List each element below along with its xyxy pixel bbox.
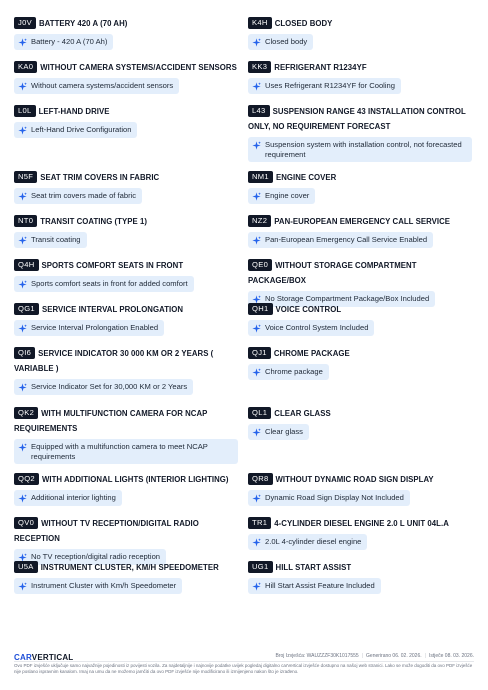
equipment-heading — [248, 516, 476, 531]
equipment-item — [248, 472, 476, 508]
equipment-heading — [14, 16, 242, 31]
option-description-chip — [248, 137, 472, 162]
equipment-heading — [14, 60, 242, 75]
equipment-heading — [14, 170, 242, 185]
option-title: VOICE CONTROL — [275, 305, 342, 314]
option-description-chip — [248, 578, 381, 594]
equipment-item — [14, 214, 242, 250]
equipment-heading — [14, 104, 242, 119]
report-meta: Broj Izvješća: WAUZZZF30K1017555 | Generirano 06. 02. 2026. | Istječe 08. 03. 2026. — [275, 653, 474, 659]
sparkle-icon — [252, 538, 261, 547]
option-description: Equipped with a multifunction camera to meet NCAP requirements — [31, 442, 208, 461]
option-code-badge: J0V — [14, 17, 36, 29]
option-description: No TV reception/digital radio reception — [31, 552, 161, 561]
sparkle-icon — [18, 383, 27, 392]
option-title: WITH ADDITIONAL LIGHTS (INTERIOR LIGHTING) — [41, 475, 229, 484]
option-title: WITHOUT DYNAMIC ROAD SIGN DISPLAY — [275, 475, 434, 484]
option-description-chip — [14, 490, 122, 506]
option-description: Service Interval Prolongation Enabled — [31, 323, 159, 332]
option-title: SPORTS COMFORT SEATS IN FRONT — [41, 261, 184, 270]
option-code-badge: NZ2 — [248, 215, 271, 227]
equipment-heading — [14, 346, 242, 376]
equipment-item — [248, 60, 476, 96]
option-description-chip — [248, 320, 374, 336]
option-code-badge: QR8 — [248, 473, 273, 485]
option-description-chip — [248, 424, 309, 440]
option-description: Dynamic Road Sign Display Not Included — [265, 493, 404, 502]
sparkle-icon — [18, 38, 27, 47]
option-description-chip — [14, 78, 179, 94]
equipment-heading — [248, 60, 476, 75]
option-description: Seat trim covers made of fabric — [31, 191, 137, 200]
option-title: WITHOUT TV RECEPTION/DIGITAL RADIO RECEPTION — [14, 519, 199, 543]
footer-divider — [14, 661, 474, 662]
sparkle-icon — [18, 582, 27, 591]
option-code-badge: N5F — [14, 171, 37, 183]
option-description-chip — [248, 364, 329, 380]
sparkle-icon — [252, 141, 261, 150]
equipment-item — [248, 406, 476, 442]
sparkle-icon — [18, 443, 27, 452]
equipment-item — [14, 16, 242, 52]
option-description-chip — [14, 379, 193, 395]
equipment-item — [14, 516, 242, 567]
option-title: REFRIGERANT R1234YF — [274, 63, 367, 72]
option-code-badge: QG1 — [14, 303, 39, 315]
sparkle-icon — [252, 324, 261, 333]
option-description: Chrome package — [265, 367, 323, 376]
option-code-badge: Q4H — [14, 259, 39, 271]
option-code-badge: QV0 — [14, 517, 38, 529]
sparkle-icon — [18, 494, 27, 503]
option-code-badge: KA0 — [14, 61, 37, 73]
equipment-item — [14, 406, 242, 464]
option-description: Instrument Cluster with Km/h Speedometer — [31, 581, 177, 590]
option-code-badge: NT0 — [14, 215, 37, 227]
equipment-item — [14, 346, 242, 397]
option-title: WITH MULTIFUNCTION CAMERA FOR NCAP REQUIREMENTS — [14, 409, 208, 433]
equipment-heading — [14, 406, 242, 436]
option-description: Battery - 420 A (70 Ah) — [31, 37, 108, 46]
sparkle-icon — [252, 192, 261, 201]
sparkle-icon — [252, 82, 261, 91]
equipment-heading — [248, 258, 476, 288]
equipment-item — [248, 104, 476, 162]
option-code-badge: U5A — [14, 561, 38, 573]
equipment-heading — [248, 16, 476, 31]
option-title: INSTRUMENT CLUSTER, KM/H SPEEDOMETER — [40, 563, 219, 572]
equipment-item — [248, 170, 476, 206]
equipment-item — [248, 560, 476, 596]
equipment-heading — [248, 302, 476, 317]
sparkle-icon — [18, 192, 27, 201]
option-title: SERVICE INDICATOR 30 000 KM OR 2 YEARS ( VARIABLE ) — [14, 349, 214, 373]
equipment-heading — [248, 406, 476, 421]
option-title: SEAT TRIM COVERS IN FABRIC — [40, 173, 160, 182]
option-description-chip — [248, 78, 401, 94]
option-title: BATTERY 420 A (70 AH) — [39, 19, 128, 28]
option-description: Suspension system with installation control, not forecasted requirement — [265, 140, 462, 159]
option-description-chip — [248, 534, 367, 550]
footer-disclaimer: Ovo PDF izvješće uključuje samo najvažnije pojedinosti iz povijesti vozila. Za najdetaljnije i najnovije podatke uvijek pogledaj digitalno carVertical izvješće dostupno na našoj web stranici. Lako se može dogoditi da ovo PDF izvješće nije poslano ispravnim kanalom. Imaj na umu da ne možemo jamčiti da ovo PDF izvješće nije modificirano ili izmijenjeno nakon što je izrađeno. — [14, 663, 473, 675]
sparkle-icon — [18, 280, 27, 289]
option-code-badge: QL1 — [248, 407, 271, 419]
option-title: WITHOUT STORAGE COMPARTMENT PACKAGE/BOX — [248, 261, 417, 285]
option-description-chip — [14, 276, 194, 292]
equipment-heading — [14, 258, 242, 273]
equipment-heading — [248, 104, 476, 134]
equipment-item — [14, 60, 242, 96]
option-description: Pan-European Emergency Call Service Enabled — [265, 235, 428, 244]
option-title: WITHOUT CAMERA SYSTEMS/ACCIDENT SENSORS — [40, 63, 237, 72]
option-description: Without camera systems/accident sensors — [31, 81, 174, 90]
sparkle-icon — [252, 368, 261, 377]
option-code-badge: QE0 — [248, 259, 272, 271]
option-title: TRANSIT COATING (TYPE 1) — [40, 217, 147, 226]
generated-date: Generirano 06. 02. 2026. — [366, 653, 422, 659]
option-description: Voice Control System Included — [265, 323, 369, 332]
sparkle-icon — [252, 428, 261, 437]
option-description: Clear glass — [265, 427, 303, 436]
option-title: PAN-EUROPEAN EMERGENCY CALL SERVICE — [274, 217, 451, 226]
sparkle-icon — [18, 82, 27, 91]
option-title: CHROME PACKAGE — [273, 349, 350, 358]
equipment-item — [248, 258, 476, 309]
equipment-item — [248, 16, 476, 52]
option-description: Closed body — [265, 37, 308, 46]
equipment-heading — [248, 472, 476, 487]
equipment-item — [248, 346, 476, 382]
equipment-item — [14, 104, 242, 140]
report-number: Broj Izvješća: WAUZZZF30K1017555 — [275, 653, 359, 659]
equipment-item — [248, 302, 476, 338]
option-code-badge: QI6 — [14, 347, 35, 359]
equipment-heading — [248, 170, 476, 185]
carvertical-logo: CARVERTICAL — [14, 653, 74, 662]
option-description-chip — [14, 188, 142, 204]
option-description-chip — [14, 439, 238, 464]
option-description: Left-Hand Drive Configuration — [31, 125, 132, 134]
option-code-badge: TR1 — [248, 517, 271, 529]
sparkle-icon — [252, 236, 261, 245]
option-description-chip — [248, 188, 315, 204]
option-description: Uses Refrigerant R1234YF for Cooling — [265, 81, 395, 90]
option-code-badge: QK2 — [14, 407, 38, 419]
sparkle-icon — [252, 38, 261, 47]
option-title: LEFT-HAND DRIVE — [38, 107, 110, 116]
equipment-heading — [248, 214, 476, 229]
option-code-badge: NM1 — [248, 171, 273, 183]
option-description: 2.0L 4-cylinder diesel engine — [265, 537, 362, 546]
option-description-chip — [14, 34, 113, 50]
option-code-badge: K4H — [248, 17, 272, 29]
sparkle-icon — [252, 582, 261, 591]
option-title: HILL START ASSIST — [275, 563, 352, 572]
option-description-chip — [248, 232, 433, 248]
equipment-heading — [14, 214, 242, 229]
option-description: Transit coating — [31, 235, 81, 244]
equipment-item — [14, 472, 242, 508]
equipment-heading — [14, 472, 242, 487]
option-code-badge: UG1 — [248, 561, 273, 573]
option-code-badge: L0L — [14, 105, 36, 117]
equipment-heading — [248, 560, 476, 575]
option-title: CLEAR GLASS — [274, 409, 331, 418]
equipment-heading — [14, 560, 242, 575]
sparkle-icon — [18, 236, 27, 245]
option-description: Service Indicator Set for 30,000 KM or 2 Years — [31, 382, 188, 391]
sparkle-icon — [18, 126, 27, 135]
option-title: 4-CYLINDER DIESEL ENGINE 2.0 L UNIT 04L.A — [274, 519, 449, 528]
option-description-chip — [14, 320, 164, 336]
equipment-item — [14, 560, 242, 596]
equipment-item — [14, 170, 242, 206]
equipment-item — [14, 258, 242, 294]
option-description-chip — [248, 34, 313, 50]
option-title: SUSPENSION RANGE 43 INSTALLATION CONTROL ONLY, NO REQUIREMENT FORECAST — [248, 107, 466, 131]
option-title: CLOSED BODY — [274, 19, 333, 28]
option-description: Hill Start Assist Feature Included — [265, 581, 375, 590]
option-description-chip — [14, 232, 87, 248]
equipment-item — [14, 302, 242, 338]
option-title: ENGINE COVER — [275, 173, 337, 182]
option-description: Additional interior lighting — [31, 493, 116, 502]
option-code-badge: QJ1 — [248, 347, 271, 359]
option-description-chip — [14, 122, 137, 138]
equipment-heading — [14, 516, 242, 546]
option-code-badge: QQ2 — [14, 473, 39, 485]
option-code-badge: KK3 — [248, 61, 271, 73]
sparkle-icon — [18, 324, 27, 333]
expiry-date: Istječe 08. 03. 2026. — [428, 653, 474, 659]
equipment-item — [248, 516, 476, 552]
option-description: Sports comfort seats in front for added comfort — [31, 279, 188, 288]
option-code-badge: L43 — [248, 105, 270, 117]
option-description-chip — [14, 578, 182, 594]
equipment-item — [248, 214, 476, 250]
option-title: SERVICE INTERVAL PROLONGATION — [41, 305, 184, 314]
option-description: No Storage Compartment Package/Box Included — [265, 294, 430, 303]
option-description-chip — [248, 490, 410, 506]
equipment-heading — [14, 302, 242, 317]
sparkle-icon — [252, 494, 261, 503]
option-code-badge: QH1 — [248, 303, 273, 315]
equipment-heading — [248, 346, 476, 361]
option-description: Engine cover — [265, 191, 310, 200]
